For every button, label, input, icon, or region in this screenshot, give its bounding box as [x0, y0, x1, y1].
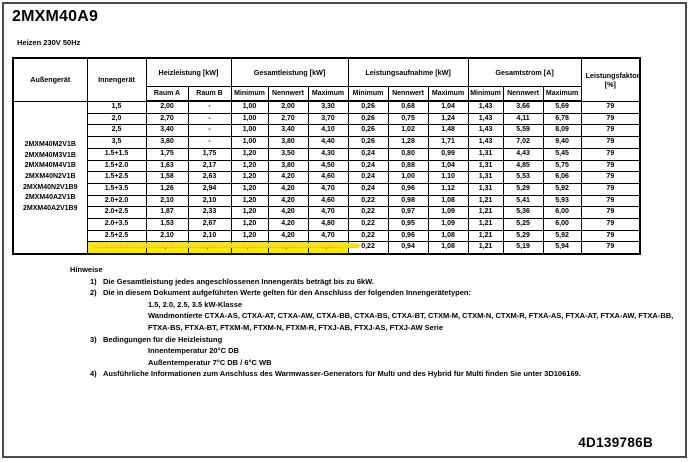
subheader-minimum: Minimum [468, 87, 503, 102]
table-cell: 1,00 [231, 125, 268, 137]
table-cell: 2,0 [87, 113, 146, 125]
table-cell: 79 [581, 183, 640, 195]
table-cell: 1,58 [146, 172, 188, 184]
table-cell: 1,10 [428, 172, 468, 184]
table-cell: 9,40 [543, 137, 581, 149]
table-cell: 1,20 [231, 160, 268, 172]
table-cell: 0,22 [348, 195, 388, 207]
table-cell: 0,24 [348, 172, 388, 184]
outdoor-model-name: 2MXM40N2V1B [24, 173, 76, 181]
col-header-heizleistung: Heizleistung [kW] [146, 58, 231, 87]
table-cell: 0,99 [428, 148, 468, 160]
table-row [13, 195, 640, 207]
table-cell: 1,00 [231, 101, 268, 113]
table-cell: 0,95 [388, 219, 428, 231]
table-cell: 0,24 [348, 183, 388, 195]
note-item-3-sub-1: Innentemperatur 20°C DB [148, 346, 239, 356]
subheader-maximum: Maximum [428, 87, 468, 102]
table-cell: 0,68 [388, 101, 428, 113]
table-cell: 2.0+3.5 [87, 219, 146, 231]
table-cell: 5,92 [543, 183, 581, 195]
table-cell: 5,45 [543, 148, 581, 160]
outdoor-model-name: 2MXM40A2V1B9 [23, 204, 78, 212]
note-number: 3) [90, 334, 97, 344]
table-cell: 2,70 [146, 113, 188, 125]
section-subtitle: Heizen 230V 50Hz [17, 38, 81, 47]
subheader-maximum: Maximum [308, 87, 348, 102]
col-header-leistungsaufnahme: Leistungsaufnahme [kW] [348, 58, 468, 87]
table-cell: 3,5 [87, 137, 146, 149]
table-cell: 1.5+2.0 [87, 160, 146, 172]
table-cell: 1.5+3.5 [87, 183, 146, 195]
table-cell: 4,85 [503, 160, 543, 172]
table-cell: 1,20 [231, 219, 268, 231]
table-cell: 4,40 [308, 137, 348, 149]
table-cell: 5,59 [503, 125, 543, 137]
table-cell: 5,53 [503, 172, 543, 184]
datasheet-page [2, 2, 687, 458]
table-cell: 0,22 [348, 219, 388, 231]
table-cell: 0,24 [348, 160, 388, 172]
table-cell: 7,02 [503, 137, 543, 149]
table-cell: 1.5+1.5 [87, 148, 146, 160]
table-cell: 1,12 [428, 183, 468, 195]
table-cell: 4,30 [308, 148, 348, 160]
table-cell: 79 [581, 219, 640, 231]
table-cell: 4,10 [308, 125, 348, 137]
page-title: 2MXM40A9 [12, 8, 99, 25]
table-cell: 1,09 [428, 207, 468, 219]
table-cell: 3,40 [146, 125, 188, 137]
note-text: Bedingungen für die Heizleistung [103, 334, 223, 344]
table-cell: 1,20 [231, 183, 268, 195]
table-row [13, 207, 640, 219]
table-cell: 3,80 [268, 137, 308, 149]
table-cell: 1,08 [428, 242, 468, 254]
table-row [13, 230, 640, 242]
table-cell: - [188, 125, 231, 137]
table-cell: 2,17 [188, 160, 231, 172]
table-cell: 0,80 [388, 148, 428, 160]
table-cell: 1,31 [468, 148, 503, 160]
table-cell: 79 [581, 137, 640, 149]
table-cell: 0,96 [388, 183, 428, 195]
table-cell: 4,20 [268, 195, 308, 207]
table-row [13, 148, 640, 160]
note-number: 4) [90, 369, 97, 379]
outdoor-model-name: 2MXM40N2V1B9 [23, 183, 78, 191]
table-cell: 5,93 [543, 195, 581, 207]
table-cell: 2.0+2.0 [87, 195, 146, 207]
outdoor-models-cell [13, 101, 87, 254]
table-cell: 2,10 [188, 195, 231, 207]
table-cell: 79 [581, 113, 640, 125]
table-cell: 3,66 [503, 101, 543, 113]
table-cell: 2,70 [268, 113, 308, 125]
table-cell: 79 [581, 172, 640, 184]
table-cell: 1,43 [468, 101, 503, 113]
table-cell: 5,41 [503, 195, 543, 207]
table-cell: 0,24 [348, 148, 388, 160]
table-cell: 1,75 [188, 148, 231, 160]
table-cell: 1,20 [231, 195, 268, 207]
table-cell: 2.5+2.5 [87, 230, 146, 242]
col-header-leistungsfaktor: Leistungsfaktor [%] [581, 58, 640, 101]
table-cell: 6,78 [543, 113, 581, 125]
table-cell: 1,48 [428, 125, 468, 137]
table-cell: 5,75 [543, 160, 581, 172]
note-text: Ausführliche Informationen zum Anschluss des Warmwasser-Generators für Multi und des Hybrid für Multi finden Sie unter 3D106169. [103, 369, 581, 379]
note-number: 1) [90, 276, 97, 286]
table-cell: 1,21 [468, 242, 503, 254]
table-cell: 2,00 [268, 101, 308, 113]
note-item-2-sub-3: FTXA-BS, FTXA-BT, FTXM-M, FTXM-N, FTXM-R, FTXJ-AB, FTXJ-AS, FTXJ-AW Serie [148, 322, 443, 332]
table-cell: 2,94 [188, 183, 231, 195]
table-cell: 1,08 [428, 195, 468, 207]
table-row [13, 172, 640, 184]
outdoor-model-name: 2MXM40A2V1B [24, 194, 76, 202]
table-cell: 0,22 [348, 242, 388, 254]
table-cell: 4,60 [308, 172, 348, 184]
note-number: 2) [90, 288, 97, 298]
table-cell: 1,21 [468, 195, 503, 207]
table-cell: 5,25 [503, 219, 543, 231]
table-cell: 2,00 [146, 101, 188, 113]
table-cell: 1,71 [428, 137, 468, 149]
table-header-row-groups [13, 58, 640, 87]
table-cell: 1,02 [388, 125, 428, 137]
table-cell: 0,26 [348, 125, 388, 137]
highlighter-stroke [92, 243, 360, 248]
document-code: 4D139786B [578, 435, 653, 450]
table-cell: 0,96 [388, 230, 428, 242]
table-cell: 1,5 [87, 101, 146, 113]
table-cell: 1,31 [468, 160, 503, 172]
table-cell: 3,80 [146, 137, 188, 149]
table-cell: 0,26 [348, 137, 388, 149]
table-cell: - [188, 113, 231, 125]
table-cell: 1,24 [428, 113, 468, 125]
note-item-2 [90, 287, 665, 299]
table-row [13, 113, 640, 125]
table-cell: 1,21 [468, 230, 503, 242]
table-cell: 6,00 [543, 219, 581, 231]
table-body [13, 101, 640, 254]
col-header-gesamtstrom: Gesamtstrom [A] [468, 58, 581, 87]
subheader-nennwert: Nennwert [388, 87, 428, 102]
table-cell: 1,43 [468, 125, 503, 137]
table-cell: 4,70 [308, 183, 348, 195]
outdoor-model-name: 2MXM40M2V1B [24, 141, 76, 149]
table-cell: 4,11 [503, 113, 543, 125]
table-cell: 3,70 [308, 113, 348, 125]
outdoor-model-name: 2MXM40M4V1B [24, 162, 76, 170]
table-cell: 4,20 [268, 219, 308, 231]
table-cell: 4,70 [308, 207, 348, 219]
performance-table [12, 57, 641, 255]
table-row [13, 160, 640, 172]
table-cell: 1,08 [428, 230, 468, 242]
table-cell: 2,10 [146, 230, 188, 242]
table-cell: 0,22 [348, 230, 388, 242]
table-cell: 0,26 [348, 101, 388, 113]
table-cell: 1,00 [388, 172, 428, 184]
table-cell: 79 [581, 195, 640, 207]
table-cell: 4,70 [308, 230, 348, 242]
table-cell: 8,09 [543, 125, 581, 137]
table-cell: 4,20 [268, 183, 308, 195]
table-cell: 1,04 [428, 160, 468, 172]
table-cell: 1,43 [468, 113, 503, 125]
table-cell: 4,20 [268, 172, 308, 184]
table-cell: 3,80 [268, 160, 308, 172]
note-item-1 [90, 276, 665, 288]
table-cell: - [188, 137, 231, 149]
table-cell: 4,60 [308, 195, 348, 207]
table-cell: 1,21 [468, 219, 503, 231]
table-cell: 1,04 [428, 101, 468, 113]
table-cell: 4,43 [503, 148, 543, 160]
table-cell: 1,21 [468, 207, 503, 219]
table-cell: 6,06 [543, 172, 581, 184]
table-cell: 5,19 [503, 242, 543, 254]
subheader-raum-a: Raum A [146, 87, 188, 102]
table-cell: 79 [581, 101, 640, 113]
table-cell: 3,30 [308, 101, 348, 113]
table-cell: 4,20 [268, 207, 308, 219]
subheader-maximum: Maximum [543, 87, 581, 102]
table-cell: 1,00 [231, 113, 268, 125]
table-cell: 0,94 [388, 242, 428, 254]
table-cell: 0,22 [348, 207, 388, 219]
col-header-aussengeraet: Außengerät [13, 58, 87, 101]
table-cell: 79 [581, 160, 640, 172]
note-text: Die in diesem Dokument aufgeführten Werte gelten für den Anschluss der folgenden Innengerätetypen: [103, 288, 471, 298]
subheader-minimum: Minimum [348, 87, 388, 102]
table-cell: 2,10 [188, 230, 231, 242]
note-item-3-sub-2: Außentemperatur 7°C DB / 6°C WB [148, 357, 272, 367]
table-cell: 1.5+2.5 [87, 172, 146, 184]
table-cell: 79 [581, 125, 640, 137]
col-header-innengeraet: Innengerät [87, 58, 146, 101]
table-cell: 2.0+2.5 [87, 207, 146, 219]
table-cell: 5,36 [503, 207, 543, 219]
table-row [13, 125, 640, 137]
table-cell: 1,09 [428, 219, 468, 231]
table-cell: 1,28 [388, 137, 428, 149]
table-cell: 3,40 [268, 125, 308, 137]
note-text: Die Gesamtleistung jedes angeschlossenen Innengeräts beträgt bis zu 6kW. [103, 276, 374, 286]
table-cell: 2,33 [188, 207, 231, 219]
table-cell: 1,26 [146, 183, 188, 195]
subheader-raum-b: Raum B [188, 87, 231, 102]
table-cell: 2,63 [188, 172, 231, 184]
table-cell: 1,43 [468, 137, 503, 149]
table-cell: 0,88 [388, 160, 428, 172]
subheader-nennwert: Nennwert [268, 87, 308, 102]
outdoor-model-name: 2MXM40M3V1B [24, 151, 76, 159]
table-cell: 2,5 [87, 125, 146, 137]
notes-section [70, 264, 674, 380]
note-item-3 [90, 334, 665, 346]
table-cell: 1,87 [146, 207, 188, 219]
table-cell: 2,67 [188, 219, 231, 231]
col-header-gesamtleistung: Gesamtleistung [kW] [231, 58, 348, 87]
table-cell: 79 [581, 230, 640, 242]
table-cell: 1,20 [231, 207, 268, 219]
table-cell: 5,69 [543, 101, 581, 113]
subheader-nennwert: Nennwert [503, 87, 543, 102]
table-cell: 5,29 [503, 230, 543, 242]
table-cell: 1,75 [146, 148, 188, 160]
table-cell: 1,53 [146, 219, 188, 231]
table-cell: 0,98 [388, 195, 428, 207]
table-cell: 1,31 [468, 172, 503, 184]
table-cell: - [188, 101, 231, 113]
table-cell: 4,20 [268, 230, 308, 242]
table-cell: 1,20 [231, 230, 268, 242]
subheader-minimum: Minimum [231, 87, 268, 102]
table-cell: 5,92 [543, 230, 581, 242]
table-cell: 3,50 [268, 148, 308, 160]
table-row [13, 101, 640, 113]
table-cell: 4,80 [308, 219, 348, 231]
table-cell: 1,31 [468, 183, 503, 195]
table-row [13, 137, 640, 149]
table-cell: 0,26 [348, 113, 388, 125]
table-cell: 5,94 [543, 242, 581, 254]
table-cell: 0,97 [388, 207, 428, 219]
notes-title: Hinweise [70, 265, 103, 274]
table-row [13, 183, 640, 195]
table-cell: 1,00 [231, 137, 268, 149]
table-cell: 2,10 [146, 195, 188, 207]
table-cell: 4,50 [308, 160, 348, 172]
table-cell: 1,63 [146, 160, 188, 172]
table-row [13, 219, 640, 231]
note-item-2-sub-2: Wandmontierte CTXA-AS, CTXA-AT, CTXA-AW, CTXA-BB, CTXA-BS, CTXA-BT, CTXM-M, CTXM-N, CTXM-R, FTXA-AS, FTXA-AT, FTXA-AW, FTXA-BB, [148, 311, 674, 321]
table-cell: 6,00 [543, 207, 581, 219]
table-cell: 0,75 [388, 113, 428, 125]
table-cell: 79 [581, 242, 640, 254]
table-cell: 1,20 [231, 172, 268, 184]
note-item-2-sub-1: 1.5, 2.0, 2.5, 3.5 kW-Klasse [148, 299, 243, 309]
table-cell: 79 [581, 148, 640, 160]
table-cell: 5,29 [503, 183, 543, 195]
table-cell: 1,20 [231, 148, 268, 160]
note-item-4 [90, 368, 665, 380]
table-cell: 79 [581, 207, 640, 219]
